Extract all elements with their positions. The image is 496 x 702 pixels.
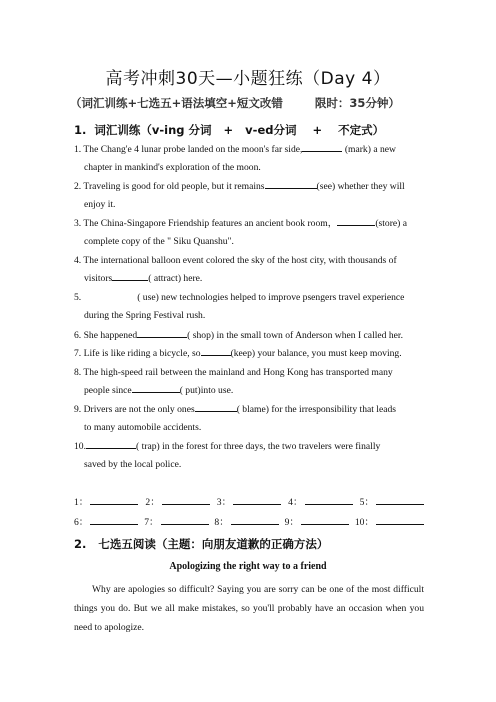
answer-blank[interactable] [112, 270, 148, 281]
answer-blank[interactable] [162, 494, 210, 505]
answer-blank[interactable] [81, 289, 137, 300]
answer-blank[interactable] [86, 438, 136, 449]
answer-blank[interactable] [137, 327, 187, 338]
question-9: 9. Drivers are not the only ones ( blame) for the irresponsibility that leads to many automobile accidents. [74, 401, 422, 437]
answer-blank[interactable] [301, 514, 349, 525]
answer-blank[interactable] [305, 494, 353, 505]
question-6: 6. She happened ( shop) in the small town of Anderson when I called her. [74, 327, 422, 345]
answer-slot: 10： [355, 514, 424, 528]
answer-row-1 [74, 494, 424, 508]
answer-slot: 9： [285, 514, 349, 528]
answer-blank[interactable] [376, 514, 424, 525]
passage-title: Apologizing the right way to a friend [169, 561, 327, 572]
answer-blank[interactable] [376, 494, 424, 505]
question-7: 7. Life is like riding a bicycle, so (keep) your balance, you must keep moving. [74, 345, 422, 363]
question-3: 3. The China-Singapore Friendship features an ancient book room， (store) a complete copy of the " Siku Quanshu". [74, 215, 422, 251]
answer-slot: 2： [145, 494, 209, 508]
question-4: 4. The international balloon event colored the sky of the host city, with thousands of visitors ( attract) here. [74, 255, 397, 284]
question-5: 5. ( use) new technologies helped to improve psengers travel experience during the Spring Festival rush. [74, 289, 422, 325]
answer-blank[interactable] [90, 514, 138, 525]
answer-row-2 [74, 514, 424, 528]
answer-blank[interactable] [302, 141, 342, 152]
page-title: 高考冲刺30天—小题狂练（Day 4） [105, 69, 391, 89]
section2-heading: 2. 七选五阅读（主题：向朋友道歉的正确方法） [74, 537, 329, 551]
answer-slot: 1： [74, 494, 138, 508]
page-subtitle: （词汇训练+七选五+语法填空+短文改错 限时：35分钟） [70, 96, 400, 110]
answer-blank[interactable] [201, 345, 231, 356]
answer-blank[interactable] [231, 514, 279, 525]
answer-slot: 8： [214, 514, 278, 528]
question-10: 10. ( trap) in the forest for three days, the two travelers were finally saved by the local police. [74, 438, 422, 474]
answer-blank[interactable] [195, 401, 237, 412]
question-2: 2. Traveling is good for old people, but it remains (see) whether they will enjoy it. [74, 178, 422, 214]
passage-paragraph: Why are apologies so difficult? Saying you are sorry can be one of the most difficult things you do. But we all make mistakes, so you'll probably have an occasion when you need to apologize. [74, 584, 424, 633]
answer-slot: 5： [360, 494, 424, 508]
answer-slot: 3： [217, 494, 281, 508]
answer-blank[interactable] [265, 178, 317, 189]
answer-slot: 6： [74, 514, 138, 528]
answer-blank[interactable] [233, 494, 281, 505]
section1-heading: 1. 词汇训练（v-ing 分词 + v-ed分词 + 不定式） [74, 123, 385, 137]
answer-blank[interactable] [90, 494, 138, 505]
answer-blank[interactable] [337, 215, 375, 226]
answer-slot: 7： [144, 514, 208, 528]
question-8: 8. The high-speed rail between the mainland and Hong Kong has transported many people since ( put)into use. [74, 367, 393, 396]
question-1: 1. The Chang'e 4 lunar probe landed on the moon's far side, (mark) a new chapter in mankind's exploration of the moon. [74, 141, 422, 177]
answer-slot: 4： [288, 494, 352, 508]
answer-blank[interactable] [132, 382, 180, 393]
answer-blank[interactable] [161, 514, 209, 525]
